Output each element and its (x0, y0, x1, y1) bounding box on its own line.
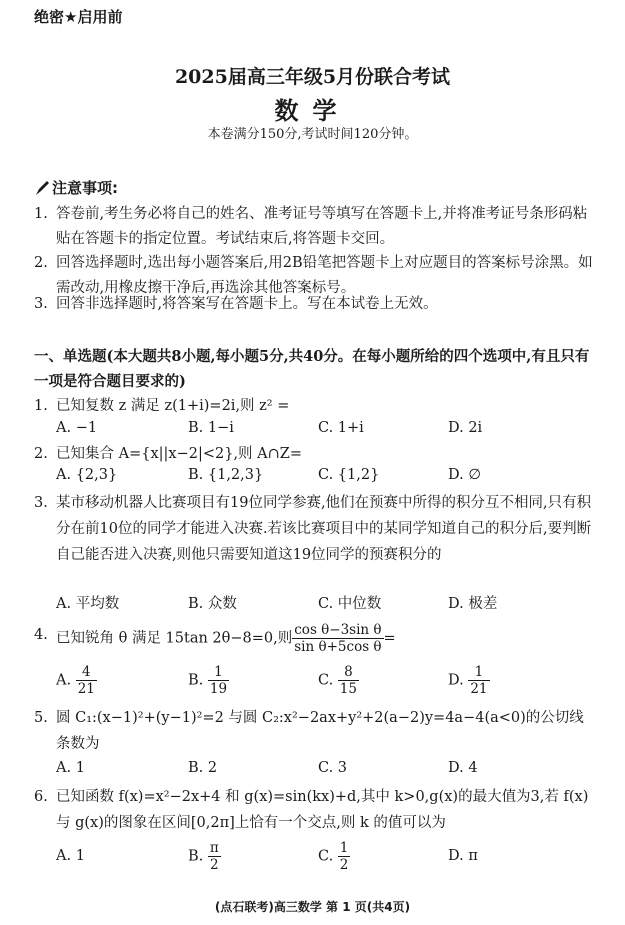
secret-label: 绝密★启用前 (34, 8, 123, 26)
option-fraction (338, 840, 351, 873)
fraction-numerator: 1 (468, 664, 489, 681)
option-c: C. {1,2} (318, 467, 380, 483)
option-label: C. (318, 848, 334, 865)
question-num: 5. (34, 710, 48, 726)
option-d: D. ∅ (448, 467, 481, 483)
option-label: A. (56, 848, 72, 864)
option-b: B. 2 (188, 760, 218, 776)
option-b: B. 1−i (188, 420, 234, 436)
question-text (56, 622, 594, 655)
option-label: A. (56, 672, 72, 689)
fraction-numerator: π (209, 840, 219, 856)
option-fraction (76, 664, 97, 697)
subject-title: 数学 (274, 96, 351, 125)
exam-subtitle: 本卷满分150分,考试时间120分钟。 (207, 127, 418, 142)
question-text: 圆 C₁:(x−1)²+(y−1)²=2 与圆 C₂:x²−2ax+y²+2(a−2)y=4a−4(a<0)的公切线条数为 (56, 710, 584, 752)
option-d: D. 4 (448, 760, 478, 776)
options-6 (56, 840, 596, 880)
option-d (448, 848, 478, 864)
notice-item-num: 3. (34, 296, 48, 312)
option-fraction (468, 664, 489, 697)
notice-item (34, 292, 594, 317)
exam-title: 2025届高三年级5月份联合考试 (174, 66, 451, 88)
page-footer: (点石联考)高三数学 第 1 页(共4页) (214, 900, 411, 914)
question-text-post: = (383, 630, 396, 647)
option-fraction (338, 664, 359, 697)
question-text: 已知函数 f(x)=x²−2x+4 和 g(x)=sin(kx)+d,其中 k>0,g(x)的最大值为3,若 f(x)与 g(x)的图象在区间[0,2π]上恰有一个交点,则 k 的值可以为 (56, 789, 589, 831)
option-c (318, 664, 359, 697)
fraction-denominator: 19 (209, 681, 228, 697)
question-4 (34, 622, 594, 655)
notice-item-text: 回答选择题时,选出每小题答案后,用2B铅笔把答题卡上对应题目的答案标号涂黑。如需改动,用橡皮擦干净后,再选涂其他答案标号。 (56, 255, 593, 296)
option-b (188, 840, 221, 873)
option-b: B. {1,2,3} (188, 467, 264, 483)
option-value: 1 (75, 848, 85, 864)
fraction-denominator: 21 (470, 681, 488, 697)
notice-item-num: 1. (34, 206, 48, 222)
question-6 (34, 784, 594, 836)
option-b: B. 众数 (188, 596, 237, 612)
option-label: B. (188, 848, 204, 865)
notice-item (34, 202, 594, 252)
fraction-numerator: 8 (338, 664, 359, 681)
notice-heading-text: 注意事项: (52, 179, 118, 197)
fraction-numerator: 4 (76, 664, 97, 681)
option-a: A. 平均数 (56, 596, 120, 612)
question-num: 3. (34, 495, 48, 511)
option-b (188, 664, 229, 697)
question-num: 6. (34, 789, 48, 805)
option-d: D. 2i (448, 420, 483, 436)
fraction-numerator: 1 (339, 840, 349, 856)
notice-item-text: 答卷前,考生务必将自己的姓名、准考证号等填写在答题卡上,并将准考证号条形码粘贴在答题卡的指定位置。考试结束后,将答题卡交回。 (56, 206, 588, 247)
question-num: 2. (34, 446, 48, 462)
fraction-denominator: 2 (210, 857, 219, 873)
question-num: 1. (34, 398, 48, 414)
option-d (448, 664, 490, 697)
option-d: D. 极差 (448, 596, 498, 612)
option-a (56, 848, 85, 864)
option-a (56, 664, 97, 697)
pen-icon (34, 180, 50, 196)
question-num: 4. (34, 627, 48, 643)
option-c (318, 840, 350, 873)
section-heading: 一、单选题(本大题共8小题,每小题5分,共40分。在每小题所给的四个选项中,有且只有一项是符合题目要求的) (34, 348, 590, 390)
question-1 (34, 393, 594, 419)
notice-item-num: 2. (34, 255, 48, 271)
option-label: B. (188, 672, 204, 689)
notice-heading (34, 177, 118, 198)
fraction-numerator: cos θ−3sin θ (294, 622, 382, 638)
option-label: D. (448, 672, 464, 689)
fraction-numerator: 1 (208, 664, 229, 681)
option-a: A. −1 (56, 420, 98, 436)
question-5 (34, 705, 594, 757)
option-a: A. {2,3} (56, 467, 118, 483)
fraction-denominator: sin θ+5cos θ (294, 639, 382, 655)
question-text: 已知集合 A={x||x−2|<2},则 A∩Z= (56, 446, 303, 462)
question-3 (34, 490, 594, 568)
question-text-pre: 已知锐角 θ 满足 15tan 2θ−8=0,则 (56, 630, 293, 647)
fraction-denominator: 15 (339, 681, 357, 697)
question-fraction (292, 622, 383, 655)
option-c: C. 中位数 (318, 596, 382, 612)
fraction-denominator: 2 (339, 857, 349, 873)
option-a: A. 1 (56, 760, 85, 776)
option-c: C. 1+i (318, 420, 364, 436)
option-label: C. (318, 672, 334, 689)
question-2 (34, 441, 594, 467)
option-label: D. (448, 848, 464, 864)
option-value: π (468, 848, 478, 864)
notice-item-text: 回答非选择题时,将答案写在答题卡上。写在本试卷上无效。 (56, 296, 438, 312)
question-text: 某市移动机器人比赛项目有19位同学参赛,他们在预赛中所得的积分互不相同,只有积分在前10位的同学才能进入决赛.若该比赛项目中的某同学知道自己的积分后,要判断自己能否进入决赛,则他只需要知道这19位同学的预赛积分的 (56, 495, 592, 563)
option-fraction (208, 840, 221, 873)
fraction-denominator: 21 (77, 681, 95, 697)
options-4 (56, 664, 596, 704)
option-c: C. 3 (318, 760, 348, 776)
question-text: 已知复数 z 满足 z(1+i)=2i,则 z² = (56, 398, 290, 414)
option-fraction (208, 664, 229, 697)
